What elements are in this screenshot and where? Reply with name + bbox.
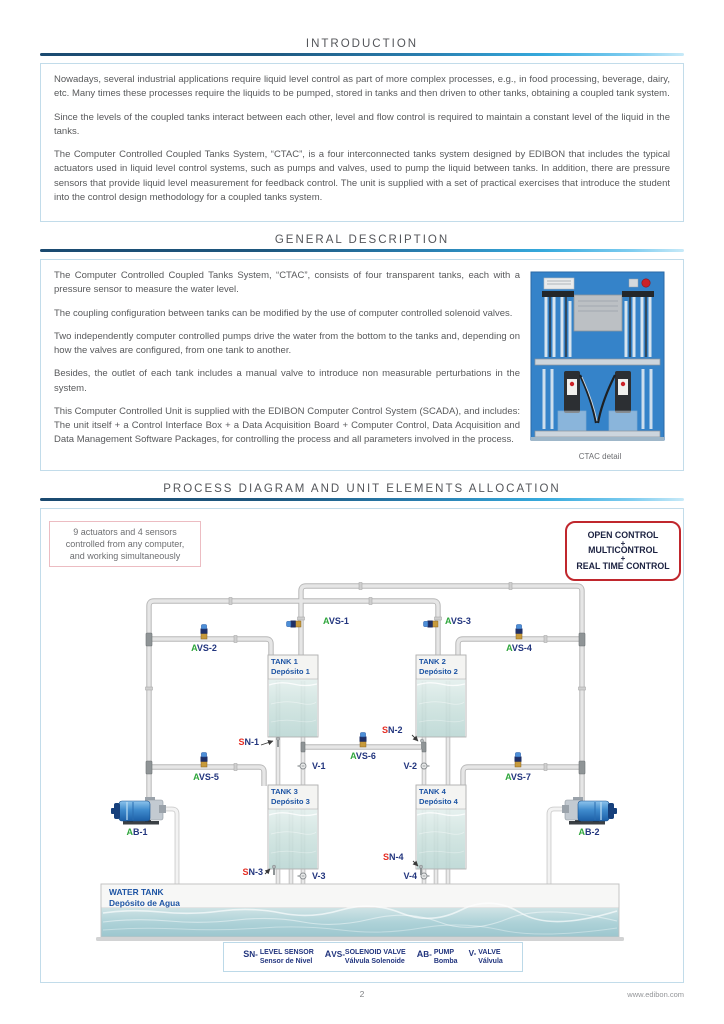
tank1-name: TANK 1 — [271, 657, 298, 667]
water-tank-label — [109, 887, 180, 908]
intro-paragraph: Since the levels of the coupled tanks interact between each other, level and flow control is required to maintain a constant level of the liquid in the tanks. — [54, 111, 670, 137]
label-ab1-rest: B-1 — [132, 827, 148, 838]
section-process-diagram — [40, 483, 684, 1001]
legend-item-level-sensor — [243, 948, 314, 966]
plus-sign: + — [620, 538, 626, 548]
introduction-title: INTRODUCTION — [305, 38, 419, 50]
legend-avs-rest: VS- — [331, 950, 345, 960]
label-sn4-rest: N-4 — [389, 852, 404, 863]
label-sn2 — [382, 725, 403, 735]
ctac-detail-figure — [530, 269, 670, 463]
pump-ab2 — [562, 797, 617, 825]
valve-avs6-icon — [360, 733, 367, 748]
label-v1: V-1 — [312, 761, 326, 772]
label-sn1-prefix: S — [238, 737, 245, 748]
legend-v-es: Válvula — [478, 958, 503, 966]
label-avs4-prefix: A — [506, 643, 512, 654]
label-sn4 — [383, 852, 404, 862]
tank2-subtitle: Depósito 2 — [419, 666, 458, 676]
ctac-detail-caption: CTAC detail — [578, 452, 622, 462]
label-avs5-rest: VS-5 — [198, 772, 219, 783]
info-line: 9 actuators and 4 sensors — [73, 527, 177, 538]
valve-avs3-icon — [424, 621, 439, 628]
process-diagram-title: PROCESS DIAGRAM AND UNIT ELEMENTS ALLOCATION — [163, 483, 561, 496]
label-avs6-prefix: A — [350, 751, 356, 762]
label-sn1 — [227, 737, 259, 747]
tank1-label — [268, 655, 318, 679]
tank4-subtitle: Depósito 4 — [419, 796, 458, 806]
legend-ab-rest: B- — [423, 950, 432, 960]
legend-sn-en: LEVEL SENSOR — [259, 949, 314, 957]
legend-avs-en: SOLENOID VALVE — [344, 949, 406, 957]
label-sn3-prefix: S — [242, 867, 249, 878]
section-general-description — [40, 234, 684, 471]
label-sn3-rest: N-3 — [248, 867, 263, 878]
label-sn1-rest: N-1 — [244, 737, 259, 748]
pump-ab1 — [111, 797, 166, 825]
valve-v4-icon — [421, 873, 430, 879]
label-avs5 — [181, 772, 231, 782]
control-mode: OPEN CONTROL — [587, 530, 659, 541]
tank3-subtitle: Depósito 3 — [271, 796, 310, 806]
label-ab1 — [115, 827, 159, 837]
pump-suction-pipes — [163, 809, 567, 885]
general-description-box — [40, 259, 684, 471]
info-line: and working simultaneously — [69, 551, 181, 562]
water-tank-subtitle: Depósito de Agua — [109, 897, 180, 908]
tank3-label — [268, 785, 318, 809]
legend-avs-prefix: A — [324, 949, 332, 960]
intro-paragraph: The Computer Controlled Coupled Tanks System, “CTAC”, is a four interconnected tanks system designed by EDIBON that includes the typical actuators used in liquid level control systems, such as pumps and valves, used to pump the liquid between tanks. In addition, there are pressure sensors that provide liquid level measurement for feedback control. The unit is supplied with a set of practical exercises that introduce the student into the control design methodology for a coupled tanks system. — [54, 149, 670, 203]
gd-paragraph: The coupling configuration between tanks can be modified by the use of computer controlled solenoid valves. — [54, 307, 513, 319]
label-avs7-rest: VS-7 — [510, 772, 531, 783]
legend-v-code: V- — [468, 949, 477, 959]
control-mode: REAL TIME CONTROL — [576, 560, 670, 571]
legend-v-en: VALVE — [478, 949, 501, 957]
legend-ab-es: Bomba — [433, 958, 458, 966]
label-avs2 — [179, 643, 229, 653]
water-tank-name: WATER TANK — [109, 887, 164, 898]
control-modes-box — [565, 521, 681, 581]
legend-ab-en: PUMP — [433, 949, 455, 957]
page-number: 2 — [359, 989, 365, 1000]
legend — [223, 942, 523, 972]
label-sn4-prefix: S — [383, 852, 390, 863]
valve-avs1-icon — [287, 621, 302, 628]
tank1-subtitle: Depósito 1 — [271, 666, 310, 676]
gd-paragraph: Besides, the outlet of each tank includes a manual valve to introduce non measurable perturbations in the system. — [54, 368, 520, 394]
plus-sign: + — [620, 554, 626, 564]
legend-item-solenoid-valve — [325, 948, 406, 966]
label-avs3-rest: VS-3 — [450, 616, 471, 627]
ctac-detail-image — [530, 271, 665, 443]
label-avs5-prefix: A — [193, 772, 199, 783]
label-avs2-rest: VS-2 — [196, 643, 217, 654]
label-sn3 — [231, 867, 263, 877]
section-rule — [40, 53, 684, 56]
legend-item-valve — [469, 948, 503, 966]
control-mode: MULTICONTROL — [588, 545, 658, 556]
label-v2: V-2 — [403, 761, 417, 772]
label-avs4-rest: VS-4 — [511, 643, 532, 654]
info-line: controlled from any computer, — [65, 539, 185, 550]
main-pipes — [149, 586, 582, 803]
label-ab1-prefix: A — [126, 827, 133, 838]
label-v4: V-4 — [403, 871, 417, 882]
valve-avs7-icon — [515, 753, 522, 768]
valve-avs5-icon — [201, 753, 208, 768]
general-description-text — [54, 269, 520, 463]
process-diagram-canvas — [40, 508, 684, 983]
valve-v3-icon — [298, 873, 307, 879]
label-avs6-rest: VS-6 — [355, 751, 376, 762]
legend-sn-es: Sensor de Nivel — [259, 958, 313, 966]
tank2-label — [416, 655, 466, 679]
label-avs1 — [323, 616, 349, 626]
label-sn2-rest: N-2 — [388, 725, 403, 736]
label-avs2-prefix: A — [191, 643, 197, 654]
website-link[interactable]: www.edibon.com — [627, 990, 684, 1000]
label-v3: V-3 — [312, 871, 326, 882]
valve-v2-icon — [421, 763, 430, 769]
gd-paragraph: The Computer Controlled Coupled Tanks System, “CTAC”, consists of four transparent tanks, each with a pressure sensor to measure the water level. — [54, 270, 520, 296]
legend-item-pump — [417, 948, 458, 966]
legend-ab-prefix: A — [416, 949, 424, 960]
label-avs7-prefix: A — [505, 772, 511, 783]
gd-paragraph: Two independently computer controlled pumps drive the water from the bottom to the tanks and, depending on how the valves are configured, from one tank to another. — [54, 330, 520, 356]
general-description-title: GENERAL DESCRIPTION — [274, 234, 450, 246]
label-avs1-prefix: A — [323, 616, 329, 627]
gd-paragraph: This Computer Controlled Unit is supplied with the EDIBON Computer Control System (SCADA), and includes: The unit itself + a Control Interface Box + a Data Acquisition Board + Computer Control, Data Acquisition and Data Management Software Packages, for controlling the process and all parameters involved in the process. — [54, 405, 520, 446]
label-avs4 — [494, 643, 544, 653]
label-sn2-prefix: S — [382, 725, 389, 736]
valve-avs4-icon — [516, 625, 523, 640]
introduction-box — [40, 63, 684, 222]
tank4-label — [416, 785, 466, 809]
info-box — [49, 521, 201, 567]
valve-v1-icon — [298, 763, 307, 769]
label-ab2 — [567, 827, 611, 837]
label-avs3-prefix: A — [445, 616, 451, 627]
intro-paragraph: Nowadays, several industrial applications require liquid level control as part of more complex processes, e.g., in food processing, beverage, dairy, etc. Many times these processes require the liquids to be pumped, stored in tanks and then driven to other tanks, obtaining a coupled tank system. — [54, 74, 670, 100]
label-ab2-rest: B-2 — [584, 827, 600, 838]
tank4-name: TANK 4 — [419, 787, 446, 797]
page-footer — [40, 989, 684, 1001]
tank3-name: TANK 3 — [271, 787, 298, 797]
section-rule — [40, 249, 684, 252]
section-introduction — [40, 38, 684, 222]
legend-sn-rest: N- — [249, 950, 258, 960]
label-avs3 — [445, 616, 471, 626]
label-avs7 — [493, 772, 543, 782]
sensor-sn3-icon — [272, 865, 275, 875]
section-rule — [40, 498, 684, 501]
legend-avs-es: Válvula Solenoide — [344, 958, 405, 966]
label-avs1-rest: VS-1 — [328, 616, 349, 627]
label-ab2-prefix: A — [578, 827, 585, 838]
tank2-name: TANK 2 — [419, 657, 446, 667]
valve-avs2-icon — [201, 625, 208, 640]
legend-sn-prefix: S — [243, 949, 250, 960]
label-avs6 — [338, 751, 388, 761]
